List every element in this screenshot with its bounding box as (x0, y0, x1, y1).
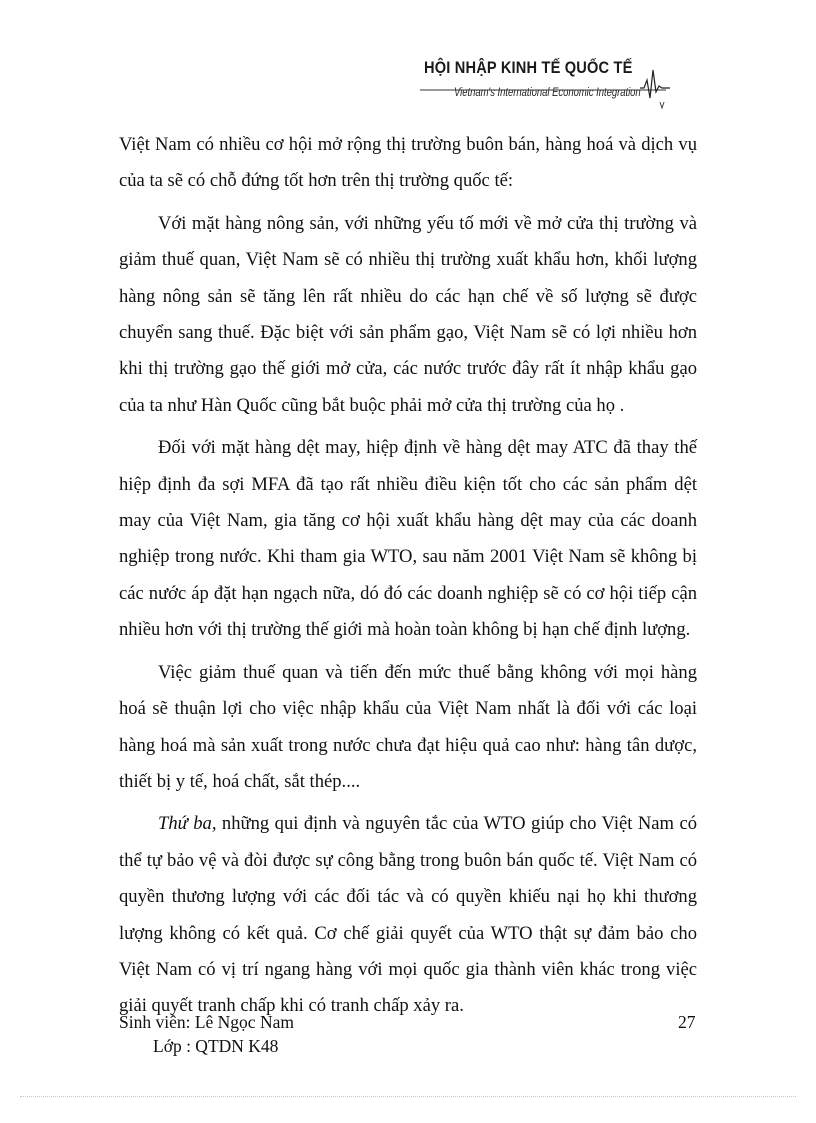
paragraph-lead-italic: Thứ ba, (158, 813, 217, 835)
pulse-line-icon (418, 58, 676, 116)
paragraph-third (119, 806, 697, 1024)
paragraph-intro: Việt Nam có nhiều cơ hội mở rộng thị trường buôn bán, hàng hoá và dịch vụ của ta sẽ có chỗ đứng tốt hơn trên thị trường quốc tế: (119, 134, 697, 192)
page-number: 27 (678, 1012, 696, 1032)
footer-student: Sinh viên: Lê Ngọc Nam (119, 1012, 294, 1032)
page-divider (20, 1096, 796, 1097)
paragraph-agriculture: Với mặt hàng nông sản, với những yếu tố mới về mở cửa thị trường và giảm thuế quan, Việt Nam sẽ có nhiều thị trường xuất khẩu hơn, khối lượng hàng nông sản sẽ tăng lên rất nhiều do các hạn chế về số lượng sẽ được chuyển sang thuế. Đặc biệt với sản phẩm gạo, Việt Nam sẽ có lợi nhiều hơn khi thị trường gạo thế giới mở cửa, các nước trước đây rất ít nhập khẩu gạo của ta như Hàn Quốc cũng bắt buộc phải mở cửa thị trường của họ . (119, 212, 697, 416)
logo-title: HỘI NHẬP KINH TẾ QUỐC TẾ (424, 58, 633, 77)
footer-class: Lớp : QTDN K48 (153, 1036, 279, 1056)
document-body (119, 127, 697, 1025)
header-logo (418, 58, 676, 116)
paragraph-third-text: những qui định và nguyên tắc của WTO giúp cho Việt Nam có thể tự bảo vệ và đòi được sự công bằng trong buôn bán quốc tế. Việt Nam có quyền thương lượng với các đối tác và có quyền khiếu nại họ khi thương lượng không có kết quả. Cơ chế giải quyết của WTO thật sự đảm bảo cho Việt Nam có vị trí ngang hàng với mọi quốc gia thành viên khác trong việc giải quyết tranh chấp khi có tranh chấp xảy ra. (119, 813, 698, 1017)
paragraph-tariff: Việc giảm thuế quan và tiến đến mức thuế bằng không với mọi hàng hoá sẽ thuận lợi cho việc nhập khẩu của Việt Nam nhất là đối với các loại hàng hoá mà sản xuất trong nước chưa đạt hiệu quả cao như: hàng tân dược, thiết bị y tế, hoá chất, sắt thép.... (119, 661, 697, 792)
logo-subtitle: Vietnam's International Economic Integration (454, 87, 641, 99)
paragraph-textile: Đối với mặt hàng dệt may, hiệp định về hàng dệt may ATC đã thay thế hiệp định đa sợi MFA đã tạo rất nhiều điều kiện tốt cho các sản phẩm dệt may của Việt Nam, gia tăng cơ hội xuất khẩu hàng dệt may của các doanh nghiệp trong nước. Khi tham gia WTO, sau năm 2001 Việt Nam sẽ không bị các nước áp đặt hạn ngạch nữa, dó đó các doanh nghiệp sẽ có cơ hội tiếp cận nhiều hơn với thị trường thế giới mà hoàn toàn không bị hạn chế định lượng. (119, 437, 697, 641)
